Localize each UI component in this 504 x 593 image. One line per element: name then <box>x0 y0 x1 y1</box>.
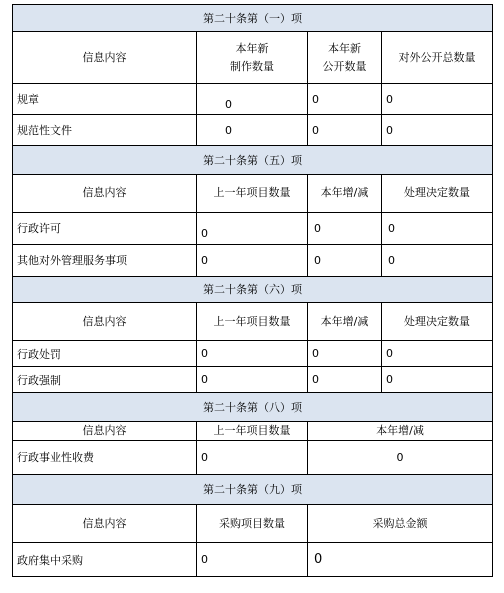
column-header: 信息内容 <box>13 303 197 341</box>
row-label: 行政强制 <box>13 367 197 393</box>
cell-value: 0 <box>197 244 308 276</box>
row-label: 行政事业性收费 <box>13 440 197 474</box>
cell-value: 0 <box>197 341 308 367</box>
cell-value: 0 <box>382 115 493 146</box>
column-header: 信息内容 <box>13 505 197 543</box>
column-header: 信息内容 <box>13 421 197 440</box>
column-header: 采购总金额 <box>308 505 493 543</box>
section-20-6-table <box>12 277 493 394</box>
column-header: 上一年项目数量 <box>197 303 308 341</box>
section-20-8-table <box>12 393 493 475</box>
column-header: 本年增/减 <box>308 174 382 212</box>
column-header: 信息内容 <box>13 174 197 212</box>
cell-value: 0 <box>308 367 382 393</box>
cell-value: 0 <box>382 367 493 393</box>
column-header: 采购项目数量 <box>197 505 308 543</box>
cell-value: 0 <box>308 440 493 474</box>
table-row <box>13 367 493 393</box>
row-label: 规范性文件 <box>13 115 197 146</box>
cell-value: 0 <box>382 244 493 276</box>
row-label: 行政许可 <box>13 212 197 244</box>
cell-value: 0 <box>382 212 493 244</box>
section-title: 第二十条第（八）项 <box>13 393 493 421</box>
cell-value: 0 <box>197 212 308 244</box>
cell-value: 0 <box>308 84 382 115</box>
column-header: 信息内容 <box>13 32 197 84</box>
section-20-1-table <box>12 4 493 146</box>
column-header: 上一年项目数量 <box>197 174 308 212</box>
table-row <box>13 84 493 115</box>
column-header: 处理决定数量 <box>382 174 493 212</box>
cell-value: 0 <box>197 543 308 577</box>
column-header: 本年增/减 <box>308 421 493 440</box>
cell-value: 0 <box>308 543 493 577</box>
table-row <box>13 244 493 276</box>
cell-value: 0 <box>308 115 382 146</box>
table-row <box>13 115 493 146</box>
table-row <box>13 440 493 474</box>
column-header: 处理决定数量 <box>382 303 493 341</box>
row-label: 政府集中采购 <box>13 543 197 577</box>
disclosure-report <box>12 4 492 577</box>
row-label: 行政处罚 <box>13 341 197 367</box>
section-title: 第二十条第（五）项 <box>13 146 493 174</box>
section-20-9-table <box>12 475 493 578</box>
column-header: 上一年项目数量 <box>197 421 308 440</box>
column-header: 本年增/减 <box>308 303 382 341</box>
cell-value: 0 <box>197 367 308 393</box>
row-label: 规章 <box>13 84 197 115</box>
column-header: 本年新 制作数量 <box>197 32 308 84</box>
cell-value: 0 <box>308 244 382 276</box>
column-header: 对外公开总数量 <box>382 32 493 84</box>
section-title: 第二十条第（九）项 <box>13 475 493 505</box>
cell-value: 0 <box>382 341 493 367</box>
cell-value: 0 <box>308 212 382 244</box>
table-row <box>13 341 493 367</box>
column-header: 本年新 公开数量 <box>308 32 382 84</box>
table-row <box>13 543 493 577</box>
cell-value: 0 <box>197 440 308 474</box>
cell-value: 0 <box>382 84 493 115</box>
row-label: 其他对外管理服务事项 <box>13 244 197 276</box>
section-20-5-table <box>12 146 493 277</box>
cell-value: 0 <box>308 341 382 367</box>
cell-value: 0 <box>197 115 308 146</box>
cell-value: 0 <box>197 84 308 115</box>
section-title: 第二十条第（一）项 <box>13 5 493 32</box>
table-row <box>13 212 493 244</box>
section-title: 第二十条第（六）项 <box>13 277 493 303</box>
